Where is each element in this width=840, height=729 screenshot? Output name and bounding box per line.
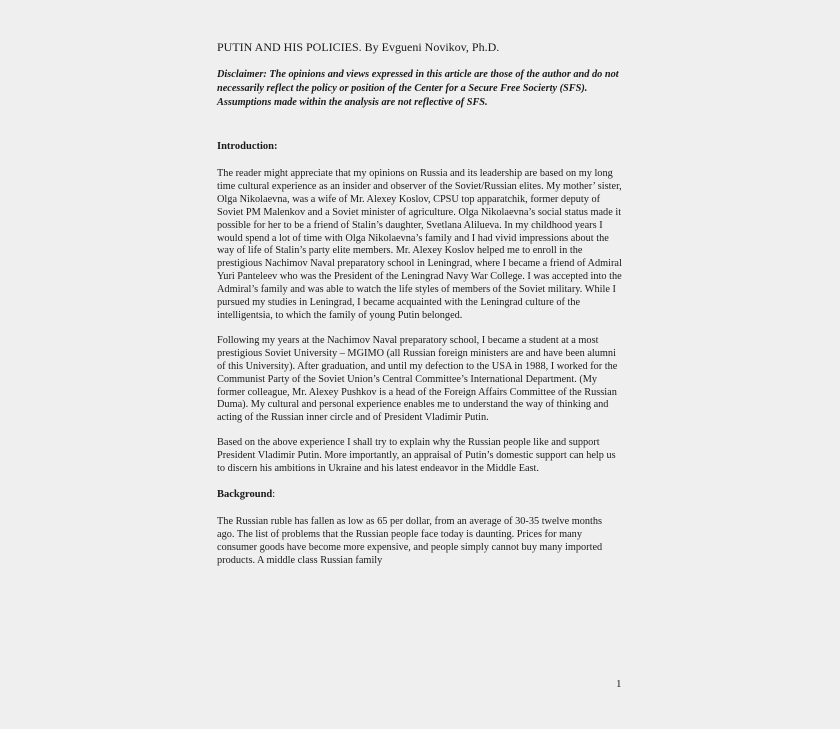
background-paragraph: The Russian ruble has fallen as low as 65 per dollar, from an average of 30-35 twelve months ago. The list of problems that the Russian people face today is daunting. Prices for many consumer goods have become more expensive, and people simply cannot buy many imported products. A middle class Russian family — [217, 515, 603, 566]
background-heading-colon: : — [272, 488, 276, 500]
disclaimer-text: Disclaimer: The opinions and views expressed in this article are those of the author and do not necessarily reflect the policy or position of the Center for a Secure Free Socierty (SFS). Assumptions made within the analysis are not reflective of SFS. — [217, 69, 619, 108]
intro-paragraph-3: Based on the above experience I shall try to explain why the Russian people like and support President Vladimir Putin. More importantly, an appraisal of Putin’s domestic support can help us to discern his ambitions in Ukraine and his latest endeavor in the Middle East. — [217, 437, 616, 475]
document-title: PUTIN AND HIS POLICIES. By Evgueni Novikov, Ph.D. — [217, 40, 500, 54]
introduction-heading: Introduction: — [217, 141, 278, 152]
background-heading-text: Background — [217, 488, 273, 500]
intro-paragraph-1: The reader might appreciate that my opinions on Russia and its leadership are based on my long time cultural experience as an insider and observer of the Soviet/Russian elites. My mother’ sister, Olga Nikolaevna, was a wife of Mr. Alexey Koslov, CPSU top apparatchik, former deputy of Soviet PM Malenkov and a Soviet minister of agriculture. Olga Nikolaevna’s social status made it possible for her to be a friend of Stalin’s daughter, Svetlana Alilueva. In my childhood years I would spend a lot of time with Olga Nikolaevna’s family and I had vivid impressions about the way of life of Stalin’s party elite members. Mr. Alexey Koslov helped me to enroll in the prestigious Nachimov Naval preparatory school in Leningrad, where I became a friend of Admiral Yuri Panteleev who was the President of the Leningrad Navy War College. I was accepted into the Admiral’s family and was able to watch the life styles of members of the Soviet military. While I pursued my studies in Leningrad, I became acquainted with the Leningrad culture of the intelligentsia, to which the family of young Putin belonged. — [217, 168, 622, 321]
page-number: 1 — [616, 678, 622, 690]
intro-paragraph-2: Following my years at the Nachimov Naval preparatory school, I became a student at a most prestigious Soviet University – MGIMO (all Russian foreign ministers are and have been alumni of this University). After graduation, and until my defection to the USA in 1988, I worked for the Communist Party of the Soviet Union’s Central Committee’s International Department. (My former colleague, Mr. Alexey Pushkov is a head of the Foreign Affairs Committee of the Russian Duma). My cultural and personal experience enables me to understand the way of thinking and acting of the Russian inner circle and of President Vladimir Putin. — [217, 334, 618, 424]
background-heading — [217, 488, 622, 502]
document-content — [217, 40, 622, 568]
